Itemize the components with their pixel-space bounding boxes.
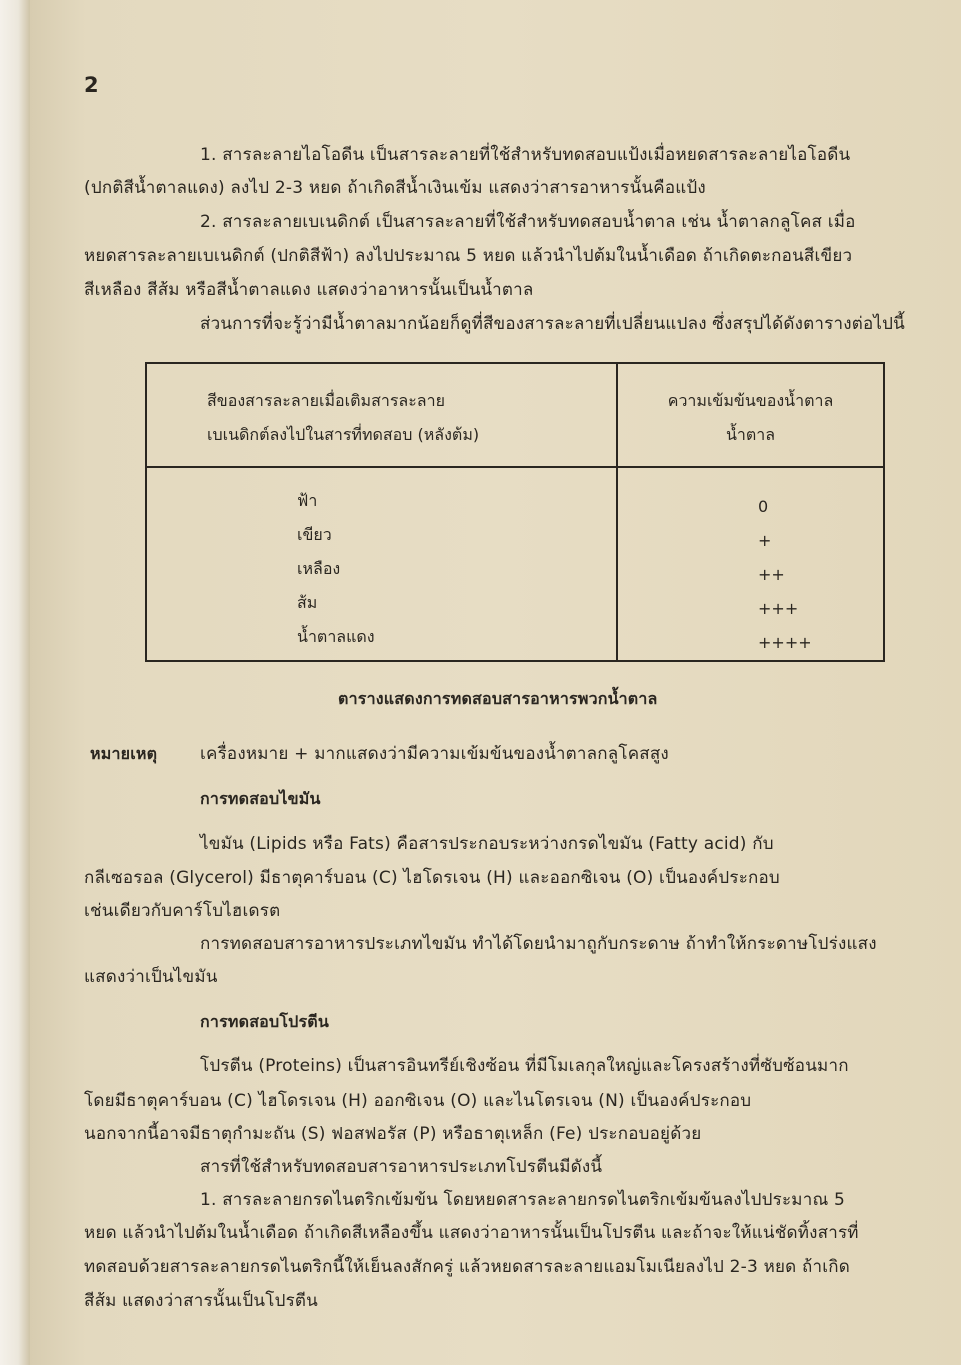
- table-row-color: น้ำตาลแดง: [297, 627, 375, 646]
- table-header-concentration: [617, 363, 884, 467]
- protein-line-4: สารที่ใช้สำหรับทดสอบสารอาหารประเภทโปรตีนมีดังนี้: [200, 1157, 603, 1177]
- header-color-line-2: เบเนดิกต์ลงไปในสารที่ทดสอบ (หลังต้ม): [207, 425, 480, 444]
- table-row-color: เหลือง: [297, 559, 341, 578]
- header-color-line-1: สีของสารละลายเมื่อเติมสารละลาย: [207, 391, 445, 410]
- iodine-para-line-1: 1. สารละลายไอโอดีน เป็นสารละลายที่ใช้สำหรับทดสอบแป้งเมื่อหยดสารละลายไอโอดีน: [200, 145, 851, 165]
- fat-line-5: แสดงว่าเป็นไขมัน: [84, 967, 218, 987]
- note-text: เครื่องหมาย + มากแสดงว่ามีความเข้มข้นของน้ำตาลกลูโคสสูง: [200, 744, 669, 764]
- table-level-column: [617, 467, 884, 661]
- protein-line-6: หยด แล้วนำไปต้มในน้ำเดือด ถ้าเกิดสีเหลืองขึ้น แสดงว่าอาหารนั้นเป็นโปรตีน และถ้าจะให้แน่ชัดทิ้งสารที่: [84, 1223, 859, 1243]
- page-number: 2: [84, 73, 99, 97]
- table-row-level: 0: [758, 497, 769, 516]
- book-spine: [0, 0, 30, 1365]
- benedict-para-line-2: หยดสารละลายเบเนดิกต์ (ปกติสีฟ้า) ลงไปประมาณ 5 หยด แล้วนำไปต้มในน้ำเดือด ถ้าเกิดตะกอนสีเขียว: [84, 246, 853, 266]
- table-color-column: [146, 467, 617, 661]
- fat-line-4: การทดสอบสารอาหารประเภทไขมัน ทำได้โดยนำมาถูกับกระดาษ ถ้าทำให้กระดาษโปร่งแสง: [200, 934, 877, 954]
- fat-line-1: ไขมัน (Lipids หรือ Fats) คือสารประกอบระหว่างกรดไขมัน (Fatty acid) กับ: [200, 834, 774, 854]
- table-row-color: เขียว: [297, 525, 332, 544]
- protein-line-3: นอกจากนี้อาจมีธาตุกำมะถัน (S) ฟอสฟอรัส (P) หรือธาตุเหล็ก (Fe) ประกอบอยู่ด้วย: [84, 1124, 702, 1144]
- benedict-para-line-3: สีเหลือง สีส้ม หรือสีน้ำตาลแดง แสดงว่าอาหารนั้นเป็นน้ำตาล: [84, 280, 534, 300]
- fat-line-3: เช่นเดียวกับคาร์โบไฮเดรต: [84, 901, 281, 921]
- benedict-para-line-1: 2. สารละลายเบเนดิกต์ เป็นสารละลายที่ใช้สำหรับทดสอบน้ำตาล เช่น น้ำตาลกลูโคส เมื่อ: [200, 212, 856, 232]
- table-row-level: +++: [758, 599, 799, 618]
- table-header-color: [146, 363, 617, 467]
- note-label: หมายเหตุ: [90, 744, 158, 763]
- protein-line-2: โดยมีธาตุคาร์บอน (C) ไฮโดรเจน (H) ออกซิเจน (O) และไนโตรเจน (N) เป็นองค์ประกอบ: [84, 1091, 752, 1111]
- header-concentration-line-2: น้ำตาล: [725, 425, 776, 444]
- table-row-color: ฟ้า: [297, 491, 318, 510]
- protein-line-5: 1. สารละลายกรดไนตริกเข้มข้น โดยหยดสารละลายกรดไนตริกเข้มข้นลงไปประมาณ 5: [200, 1190, 846, 1210]
- iodine-para-line-2: (ปกติสีน้ำตาลแดง) ลงไป 2-3 หยด ถ้าเกิดสีน้ำเงินเข้ม แสดงว่าสารอาหารนั้นคือแป้ง: [84, 178, 706, 198]
- table-row-level: +: [758, 531, 772, 550]
- table-caption: ตารางแสดงการทดสอบสารอาหารพวกน้ำตาล: [338, 689, 658, 708]
- header-concentration-line-1: ความเข้มข้นของน้ำตาล: [667, 391, 834, 410]
- protein-heading: การทดสอบโปรตีน: [200, 1012, 330, 1031]
- table-row-level: ++++: [758, 633, 812, 652]
- sugar-test-table: [145, 362, 885, 662]
- table-row-color: ส้ม: [297, 593, 318, 612]
- benedict-para-line-4: ส่วนการที่จะรู้ว่ามีน้ำตาลมากน้อยก็ดูที่สีของสารละลายที่เปลี่ยนแปลง ซึ่งสรุปได้ดังตารางต่อไปนี้: [200, 314, 905, 334]
- protein-line-1: โปรตีน (Proteins) เป็นสารอินทรีย์เชิงซ้อน ที่มีโมเลกุลใหญ่และโครงสร้างที่ซับซ้อนมาก: [200, 1056, 849, 1076]
- protein-line-7: ทดสอบด้วยสารละลายกรดไนตริกนี้ให้เย็นลงสักครู่ แล้วหยดสารละลายแอมโมเนียลงไป 2-3 หยด ถ้าเกิด: [84, 1257, 850, 1277]
- protein-line-8: สีส้ม แสดงว่าสารนั้นเป็นโปรตีน: [84, 1291, 318, 1311]
- fat-line-2: กลีเซอรอล (Glycerol) มีธาตุคาร์บอน (C) ไฮโดรเจน (H) และออกซิเจน (O) เป็นองค์ประกอบ: [84, 868, 780, 888]
- fat-heading: การทดสอบไขมัน: [200, 789, 321, 808]
- table-row-level: ++: [758, 565, 785, 584]
